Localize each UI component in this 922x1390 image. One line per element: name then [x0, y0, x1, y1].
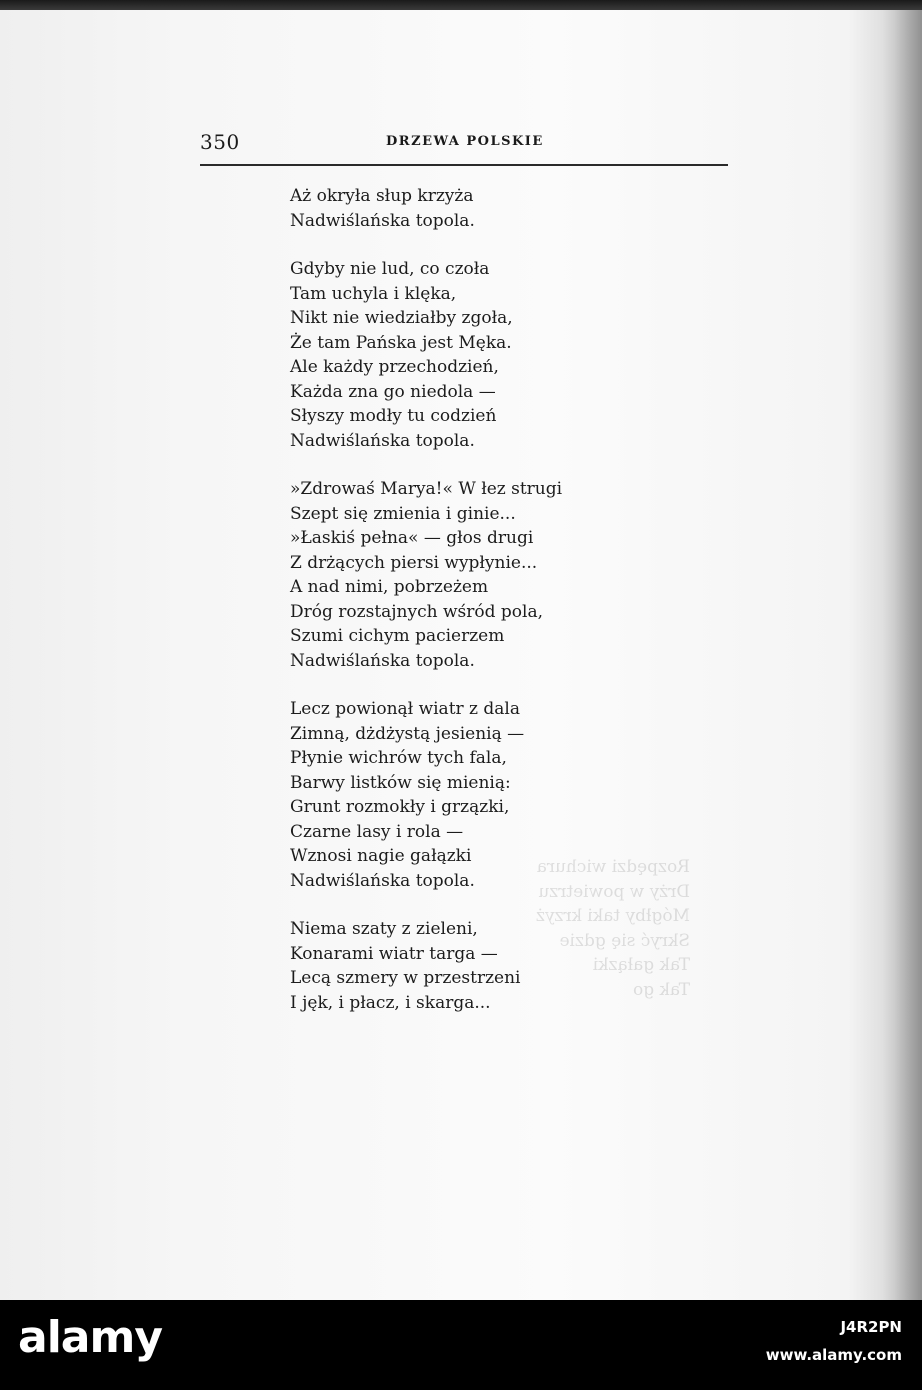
poem-line: Płynie wichrów tych fala, [290, 748, 507, 768]
poem-line: Że tam Pańska jest Męka. [290, 332, 512, 353]
poem-line: Nadwiślańska topola. [290, 870, 475, 891]
poem-line: I jęk, i płacz, i skarga... [290, 992, 491, 1013]
poem-line: Zimną, dżdżystą jesienią — [290, 723, 525, 744]
poem-line: Nadwiślańska topola. [290, 430, 475, 451]
poem-line: Lecą szmery w przestrzeni [290, 968, 521, 988]
poem-line: »Łaskiś pełna« — głos drugi [290, 528, 534, 548]
poem-line: Każda zna go niedola — [290, 381, 496, 402]
poem-line: Z drżących piersi wypłynie... [290, 552, 538, 573]
book-top-edge [0, 0, 922, 10]
poem-line: Niema szaty z zieleni, [290, 919, 478, 939]
stanza [290, 184, 710, 233]
stock-site-url: www.alamy.com [765, 1346, 902, 1364]
poem-line: Ale każdy przechodzień, [290, 357, 499, 377]
page-header [200, 130, 728, 166]
stanza [290, 917, 710, 1015]
stanza [290, 477, 710, 673]
stock-image-id: J4R2PN [840, 1318, 902, 1336]
poem-line: Szept się zmienia i ginie... [290, 503, 516, 524]
poem-line: Lecz powionął wiatr z dala [290, 699, 521, 719]
poem-line: Nadwiślańska topola. [290, 210, 475, 231]
poem-line: Wznosi nagie gałązki [290, 846, 472, 866]
poem-line: Nadwiślańska topola. [290, 650, 475, 671]
poem-line: Tam uchyla i klęka, [290, 283, 457, 304]
poem-line: Gdyby nie lud, co czoła [290, 259, 490, 279]
page-number: 350 [200, 130, 240, 154]
poem-body [290, 184, 710, 1039]
poem-line: Grunt rozmokły i grzązki, [290, 797, 510, 817]
running-title: DRZEWA POLSKIE [386, 134, 544, 149]
poem-line: Nikt nie wiedziałby zgoła, [290, 308, 513, 328]
stock-brand-logo: alamy [18, 1312, 162, 1363]
poem-line: A nad nimi, pobrzeżem [290, 577, 489, 597]
poem-line: Słyszy modły tu codzień [290, 406, 497, 426]
poem-line: Czarne lasy i rola — [290, 821, 464, 842]
stanza [290, 257, 710, 453]
poem-line: Szumi cichym pacierzem [290, 626, 505, 646]
spine-shadow [882, 10, 922, 1300]
poem-line: Dróg rozstajnych wśród pola, [290, 601, 543, 622]
stanza [290, 697, 710, 893]
poem-line: »Zdrowaś Marya!« W łez strugi [290, 479, 563, 499]
poem-line: Barwy listków się mienią: [290, 772, 511, 793]
poem-line: Aż okryła słup krzyża [290, 186, 474, 206]
poem-line: Konarami wiatr targa — [290, 943, 498, 964]
